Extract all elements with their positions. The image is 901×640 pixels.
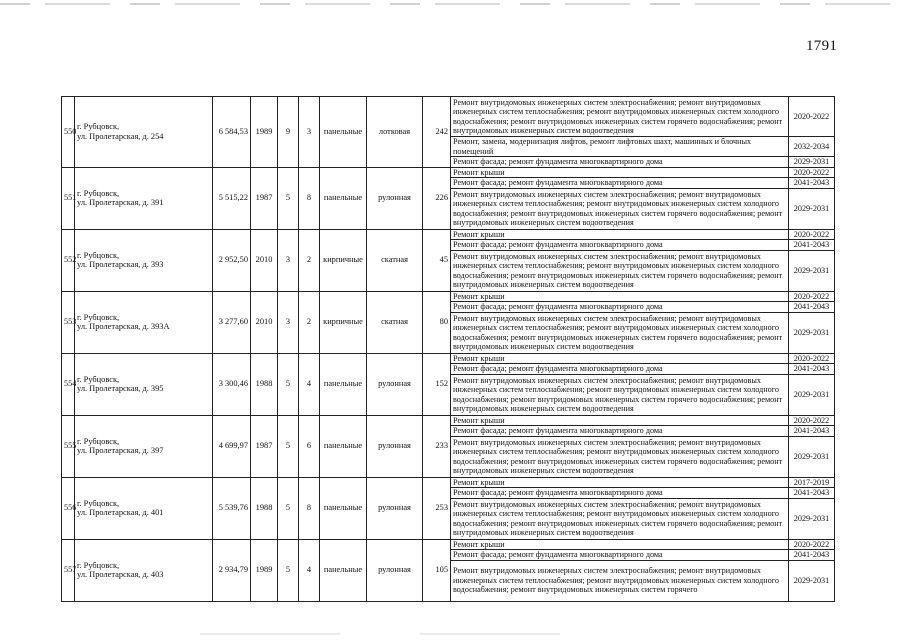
wall-material: панельные (320, 167, 367, 229)
scan-artifact-top (0, 3, 901, 5)
residents-count: 226 (423, 167, 451, 229)
work-period: 2029-2031 (789, 188, 835, 229)
work-description: Ремонт фасада; ремонт фундамента многоквартирного дома (451, 550, 789, 561)
total-area: 3 300,46 (213, 353, 251, 415)
work-period: 2032-2034 (789, 137, 835, 157)
work-description: Ремонт внутридомовых инженерных систем электроснабжения; ремонт внутридомовых инженерных систем теплоснабжения; ремонт внутридомовых инженерных систем холодного водоснабжения; ремонт внутридомовых инженерных систем горячего водоснабжения; ремонт внутридомовых инженерных систем водоотведения (451, 250, 789, 291)
residents-count: 152 (423, 353, 451, 415)
address-cell (75, 97, 213, 168)
work-period: 2020-2022 (789, 353, 835, 364)
work-description: Ремонт фасада; ремонт фундамента многоквартирного дома (451, 364, 789, 375)
floors-count: 5 (278, 167, 299, 229)
work-description: Ремонт внутридомовых инженерных систем электроснабжения; ремонт внутридомовых инженерных систем теплоснабжения; ремонт внутридомовых инженерных систем холодного водоснабжения; ремонт внутридомовых инженерных систем горячего водоснабжения; ремонт внутридомовых инженерных систем водоотведения (451, 498, 789, 539)
table-row (62, 97, 835, 137)
wall-material: панельные (320, 97, 367, 168)
work-period: 2020-2022 (789, 291, 835, 302)
table-row (62, 415, 835, 426)
work-period: 2041-2043 (789, 240, 835, 251)
table-row (62, 353, 835, 364)
table-row (62, 291, 835, 302)
work-description: Ремонт крыши (451, 353, 789, 364)
address-cell (75, 415, 213, 477)
work-period: 2020-2022 (789, 167, 835, 178)
address-street: ул. Пролетарская, д. 403 (77, 570, 164, 579)
work-description: Ремонт крыши (451, 415, 789, 426)
table-row (62, 539, 835, 550)
wall-material: панельные (320, 415, 367, 477)
address-street: ул. Пролетарская, д. 391 (77, 198, 164, 207)
work-period: 2029-2031 (789, 498, 835, 539)
work-period: 2029-2031 (789, 560, 835, 601)
work-description: Ремонт внутридомовых инженерных систем электроснабжения; ремонт внутридомовых инженерных систем теплоснабжения; ремонт внутридомовых инженерных систем холодного водоснабжения; ремонт внутридомовых инженерных систем горячего (451, 560, 789, 601)
total-area: 6 584,53 (213, 97, 251, 168)
entrances-count: 6 (299, 415, 320, 477)
work-period: 2041-2043 (789, 488, 835, 499)
wall-material: панельные (320, 353, 367, 415)
work-period: 2020-2022 (789, 97, 835, 137)
address-city: г. Рубцовск, (77, 436, 120, 446)
work-description: Ремонт фасада; ремонт фундамента многоквартирного дома (451, 240, 789, 251)
entrances-count: 8 (299, 167, 320, 229)
work-period: 2020-2022 (789, 415, 835, 426)
build-year: 1989 (251, 97, 278, 168)
address-cell (75, 477, 213, 539)
roof-type: рулонная (367, 415, 423, 477)
work-period: 2017-2019 (789, 477, 835, 488)
address-cell (75, 167, 213, 229)
work-period: 2041-2043 (789, 302, 835, 313)
work-description: Ремонт крыши (451, 229, 789, 240)
work-period: 2029-2031 (789, 250, 835, 291)
address-cell (75, 229, 213, 291)
work-description: Ремонт внутридомовых инженерных систем электроснабжения; ремонт внутридомовых инженерных систем теплоснабжения; ремонт внутридомовых инженерных систем холодного водоснабжения; ремонт внутридомовых инженерных систем горячего водоснабжения; ремонт внутридомовых инженерных систем водоотведения (451, 374, 789, 415)
address-cell (75, 291, 213, 353)
address-street: ул. Пролетарская, д. 393 (77, 260, 164, 269)
row-number: 553 (62, 291, 75, 353)
floors-count: 5 (278, 415, 299, 477)
wall-material: панельные (320, 539, 367, 601)
address-city: г. Рубцовск, (77, 374, 120, 384)
floors-count: 3 (278, 291, 299, 353)
entrances-count: 8 (299, 477, 320, 539)
floors-count: 5 (278, 353, 299, 415)
floors-count: 5 (278, 477, 299, 539)
build-year: 1989 (251, 539, 278, 601)
work-period: 2020-2022 (789, 539, 835, 550)
roof-type: рулонная (367, 167, 423, 229)
total-area: 2 952,50 (213, 229, 251, 291)
work-description: Ремонт крыши (451, 539, 789, 550)
roof-type: лотковая (367, 97, 423, 168)
roof-type: скатная (367, 229, 423, 291)
work-description: Ремонт крыши (451, 167, 789, 178)
row-number: 551 (62, 167, 75, 229)
row-number: 550 (62, 97, 75, 168)
work-period: 2029-2031 (789, 157, 835, 168)
work-description: Ремонт фасада; ремонт фундамента многоквартирного дома (451, 426, 789, 437)
work-period: 2029-2031 (789, 312, 835, 353)
residents-count: 233 (423, 415, 451, 477)
total-area: 4 699,97 (213, 415, 251, 477)
work-description: Ремонт внутридомовых инженерных систем электроснабжения; ремонт внутридомовых инженерных систем теплоснабжения; ремонт внутридомовых инженерных систем холодного водоснабжения; ремонт внутридомовых инженерных систем горячего водоснабжения; ремонт внутридомовых инженерных систем водоотведения (451, 312, 789, 353)
address-cell (75, 539, 213, 601)
work-description: Ремонт внутридомовых инженерных систем электроснабжения; ремонт внутридомовых инженерных систем теплоснабжения; ремонт внутридомовых инженерных систем холодного водоснабжения; ремонт внутридомовых инженерных систем горячего водоснабжения; ремонт внутридомовых инженерных систем водоотведения (451, 188, 789, 229)
address-street: ул. Пролетарская, д. 254 (77, 131, 164, 141)
residents-count: 105 (423, 539, 451, 601)
build-year: 1987 (251, 167, 278, 229)
total-area: 5 539,76 (213, 477, 251, 539)
address-street: ул. Пролетарская, д. 401 (77, 508, 164, 517)
address-city: г. Рубцовск, (77, 312, 120, 322)
entrances-count: 4 (299, 353, 320, 415)
roof-type: рулонная (367, 477, 423, 539)
residents-count: 80 (423, 291, 451, 353)
work-period: 2041-2043 (789, 426, 835, 437)
wall-material: кирпичные (320, 291, 367, 353)
wall-material: панельные (320, 477, 367, 539)
address-cell (75, 353, 213, 415)
address-city: г. Рубцовск, (77, 122, 120, 132)
work-description: Ремонт крыши (451, 291, 789, 302)
work-period: 2041-2043 (789, 364, 835, 375)
page-number: 1791 (806, 38, 838, 54)
work-period: 2041-2043 (789, 178, 835, 189)
work-description: Ремонт фасада; ремонт фундамента многоквартирного дома (451, 178, 789, 189)
roof-type: рулонная (367, 539, 423, 601)
work-period: 2029-2031 (789, 374, 835, 415)
wall-material: кирпичные (320, 229, 367, 291)
residents-count: 253 (423, 477, 451, 539)
address-city: г. Рубцовск, (77, 560, 120, 570)
table-row (62, 229, 835, 240)
entrances-count: 2 (299, 229, 320, 291)
floors-count: 5 (278, 539, 299, 601)
row-number: 554 (62, 353, 75, 415)
table-row (62, 167, 835, 178)
row-number: 556 (62, 477, 75, 539)
housing-repair-table (61, 96, 835, 602)
build-year: 1988 (251, 477, 278, 539)
floors-count: 9 (278, 97, 299, 168)
work-period: 2029-2031 (789, 436, 835, 477)
work-period: 2020-2022 (789, 229, 835, 240)
build-year: 2010 (251, 229, 278, 291)
table-row (62, 477, 835, 488)
total-area: 2 934,79 (213, 539, 251, 601)
residents-count: 242 (423, 97, 451, 168)
work-period: 2041-2043 (789, 550, 835, 561)
scan-artifact-bottom (0, 633, 901, 635)
work-description: Ремонт фасада; ремонт фундамента многоквартирного дома (451, 157, 789, 168)
work-description: Ремонт внутридомовых инженерных систем электроснабжения; ремонт внутридомовых инженерных систем теплоснабжения; ремонт внутридомовых инженерных систем холодного водоснабжения; ремонт внутридомовых инженерных систем горячего водоснабжения; ремонт внутридомовых инженерных систем водоотведения (451, 436, 789, 477)
address-street: ул. Пролетарская, д. 395 (77, 384, 164, 393)
build-year: 1987 (251, 415, 278, 477)
work-description: Ремонт внутридомовых инженерных систем электроснабжения; ремонт внутридомовых инженерных систем теплоснабжения; ремонт внутридомовых инженерных систем холодного водоснабжения; ремонт внутридомовых инженерных систем горячего водоснабжения; ремонт внутридомовых инженерных систем водоотведения (451, 97, 789, 137)
work-description: Ремонт фасада; ремонт фундамента многоквартирного дома (451, 302, 789, 313)
roof-type: скатная (367, 291, 423, 353)
address-city: г. Рубцовск, (77, 250, 120, 260)
total-area: 5 515,22 (213, 167, 251, 229)
row-number: 552 (62, 229, 75, 291)
entrances-count: 2 (299, 291, 320, 353)
floors-count: 3 (278, 229, 299, 291)
roof-type: рулонная (367, 353, 423, 415)
work-description: Ремонт крыши (451, 477, 789, 488)
entrances-count: 3 (299, 97, 320, 168)
build-year: 1988 (251, 353, 278, 415)
table-body (62, 97, 835, 602)
address-street: ул. Пролетарская, д. 393А (77, 322, 170, 331)
address-street: ул. Пролетарская, д. 397 (77, 446, 164, 455)
work-description: Ремонт фасада; ремонт фундамента многоквартирного дома (451, 488, 789, 499)
work-description: Ремонт, замена, модернизация лифтов, ремонт лифтовых шахт, машинных и блочных помещений (451, 137, 789, 157)
residents-count: 45 (423, 229, 451, 291)
address-city: г. Рубцовск, (77, 188, 120, 198)
row-number: 555 (62, 415, 75, 477)
address-city: г. Рубцовск, (77, 498, 120, 508)
build-year: 2010 (251, 291, 278, 353)
entrances-count: 4 (299, 539, 320, 601)
total-area: 3 277,60 (213, 291, 251, 353)
row-number: 557 (62, 539, 75, 601)
